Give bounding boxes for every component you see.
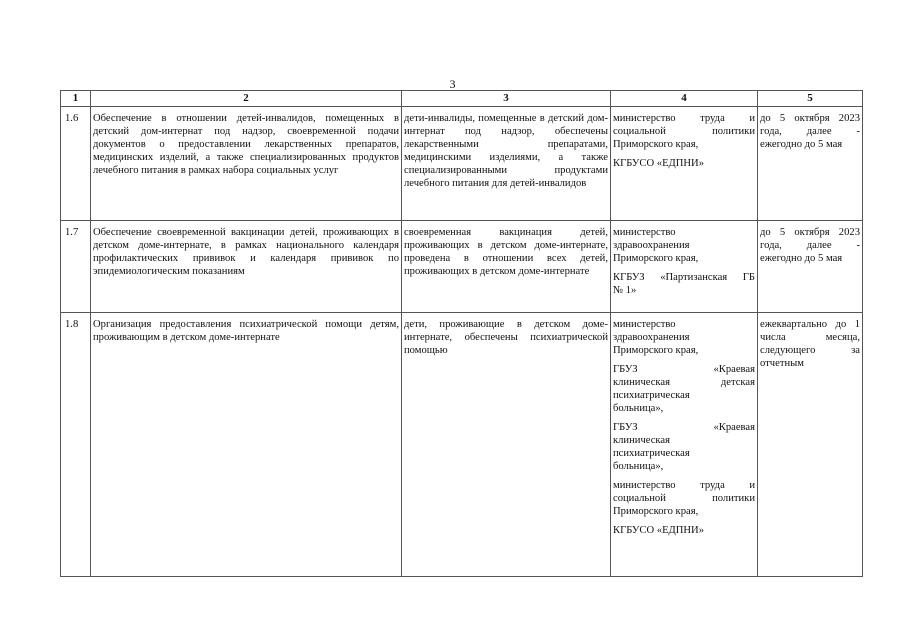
responsible-line: КГБУСО «ЕДПНИ» — [613, 158, 705, 169]
responsible-line: клиническая — [613, 435, 670, 446]
responsible-cell — [611, 221, 758, 313]
header-col-2: 2 — [91, 91, 402, 107]
responsible-line: ГБУЗ «Краевая — [613, 422, 755, 433]
responsible-line: психиатрическая — [613, 390, 690, 401]
result-cell: дети-инвалиды, помещенные в детский дом-интернат под надзор, обеспечены лекарственными препаратами, медицинскими изделиями, а также специализированными продуктами лечебного питания для детей-инвалидов — [402, 107, 611, 221]
responsible-line: КГБУСО «ЕДПНИ» — [613, 525, 705, 536]
header-col-1: 1 — [61, 91, 91, 107]
action-cell: Обеспечение своевременной вакцинации детей, проживающих в детском доме-интернате, в рамках национального календаря профилактических прививок и календаря прививок по эпидемиологическим показаниям — [91, 221, 402, 313]
responsible-line: министерство — [613, 319, 676, 330]
page-number: 3 — [449, 77, 456, 91]
responsible-line: Приморского края, — [613, 139, 699, 150]
header-row — [61, 91, 863, 107]
responsible-line: Приморского края, — [613, 253, 699, 264]
responsible-line: № 1» — [613, 285, 637, 296]
deadline-cell: до 5 октября 2023 года, далее - ежегодно до 5 мая — [758, 107, 863, 221]
action-cell: Организация предоставления психиатрической помощи детям, проживающим в детском доме-интернате — [91, 313, 402, 577]
responsible-line: больница», — [613, 461, 664, 472]
row-number: 1.7 — [61, 221, 91, 313]
result-cell: дети, проживающие в детском доме-интернате, обеспечены психиатрической помощью — [402, 313, 611, 577]
responsible-line: клиническая детская — [613, 377, 755, 388]
responsible-cell — [611, 313, 758, 577]
table-row — [61, 107, 863, 221]
responsible-cell — [611, 107, 758, 221]
responsible-line: ГБУЗ «Краевая — [613, 364, 755, 375]
responsible-line: министерство труда и — [613, 113, 755, 124]
row-number: 1.8 — [61, 313, 91, 577]
responsible-line: социальной политики — [613, 493, 755, 504]
deadline-cell: до 5 октября 2023 года, далее - ежегодно до 5 мая — [758, 221, 863, 313]
table-row — [61, 313, 863, 577]
header-col-4: 4 — [611, 91, 758, 107]
result-cell: своевременная вакцинация детей, проживающих в детском доме-интернате, проведена в отношении всех детей, проживающих в детском доме-интернате — [402, 221, 611, 313]
plan-table — [60, 90, 863, 577]
deadline-cell: ежеквартально до 1 числа месяца, следующего за отчетным — [758, 313, 863, 577]
responsible-line: министерство труда и — [613, 480, 755, 491]
responsible-line: Приморского края, — [613, 506, 699, 517]
action-cell: Обеспечение в отношении детей-инвалидов, помещенных в детский дом-интернат под надзор, своевременной подачи документов о предоставлении лекарственных препаратов, медицинских изделий, а также специализированных продуктов лечебного питания в рамках набора социальных услуг — [91, 107, 402, 221]
responsible-line: здравоохранения — [613, 332, 690, 343]
responsible-line: здравоохранения — [613, 240, 690, 251]
responsible-line: министерство — [613, 227, 676, 238]
header-col-3: 3 — [402, 91, 611, 107]
responsible-line: больница», — [613, 403, 664, 414]
responsible-line: психиатрическая — [613, 448, 690, 459]
header-col-5: 5 — [758, 91, 863, 107]
responsible-line: Приморского края, — [613, 345, 699, 356]
responsible-line: социальной политики — [613, 126, 755, 137]
table-row — [61, 221, 863, 313]
responsible-line: КГБУЗ «Партизанская ГБ — [613, 272, 755, 283]
row-number: 1.6 — [61, 107, 91, 221]
